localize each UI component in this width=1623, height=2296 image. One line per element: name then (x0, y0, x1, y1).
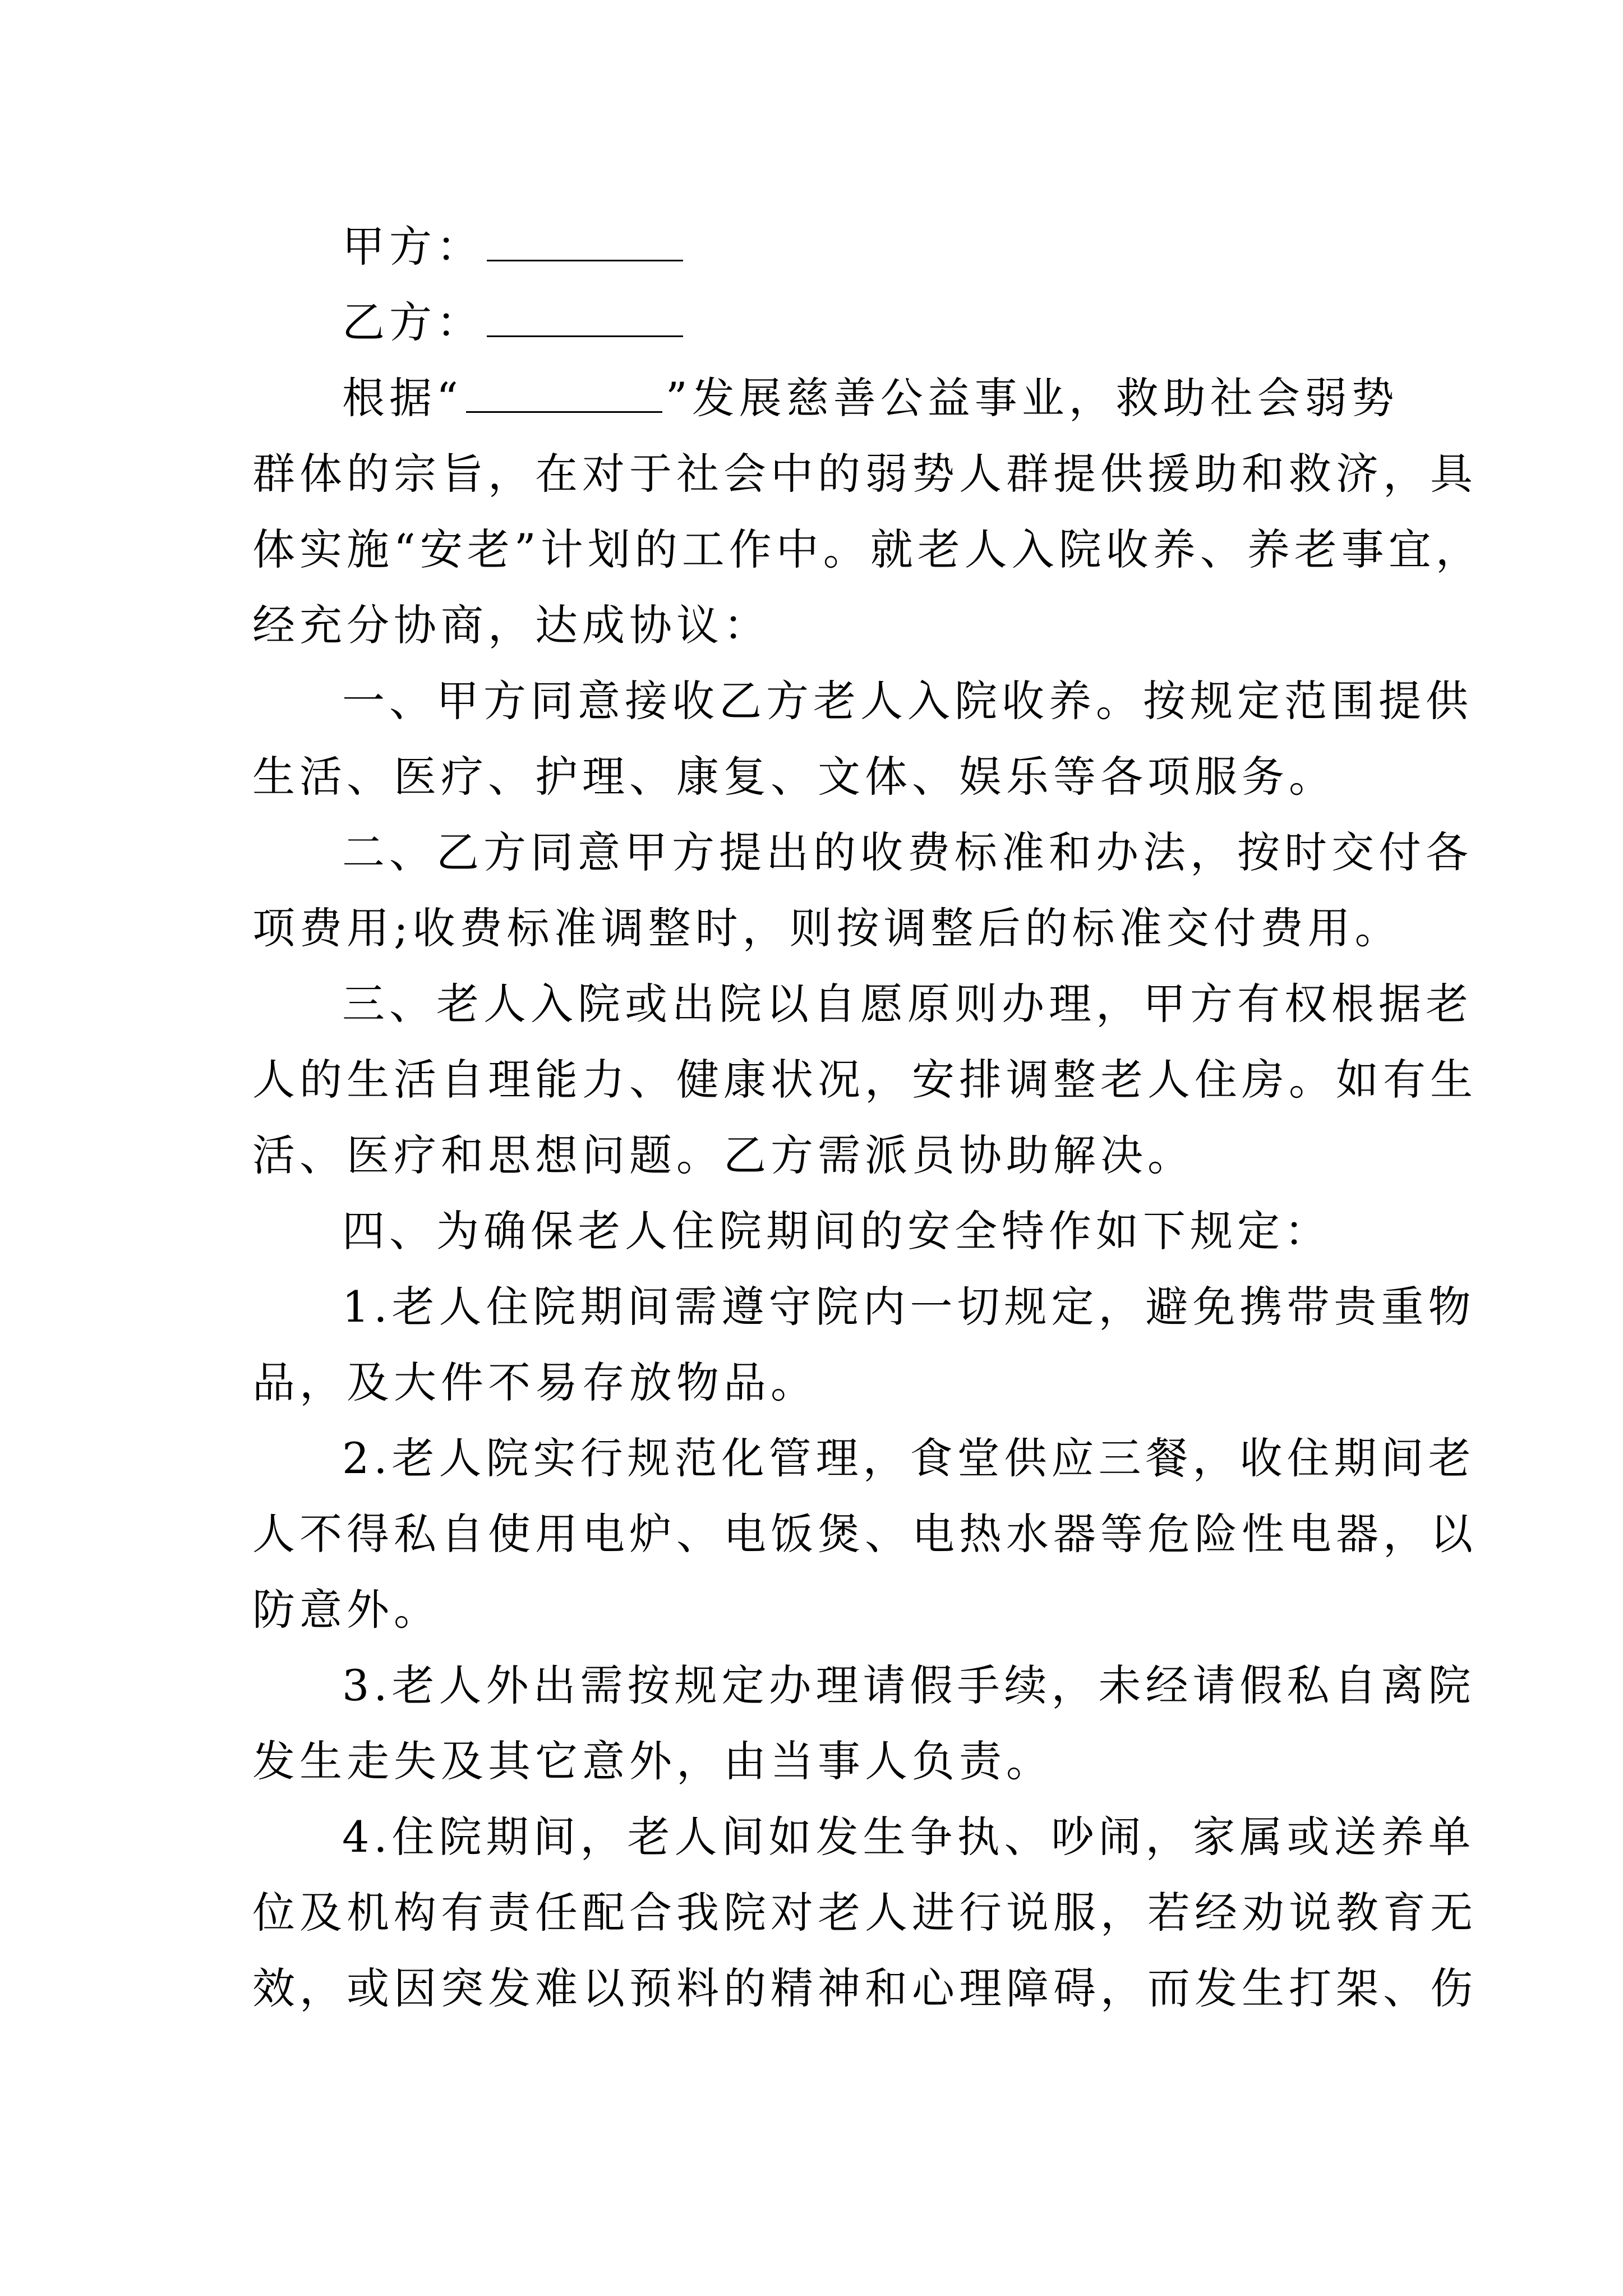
clause-2-line-1: 二、乙方同意甲方提出的收费标准和办法，按时交付各 (342, 827, 1473, 877)
clause-3-line-1: 三、老人入院或出院以自愿原则办理，甲方有权根据老 (342, 979, 1473, 1029)
preamble-line-2: 群体的宗旨，在对于社会中的弱势人群提供援助和救济，具 (252, 449, 1477, 499)
rule-1-line-2: 品，及大件不易存放物品。 (252, 1358, 818, 1407)
clause-3-line-2: 人的生活自理能力、健康状况，安排调整老人住房。如有生 (252, 1055, 1477, 1105)
preamble-text-end: ”发展慈善公益事业，救助社会弱势 (665, 373, 1399, 423)
rule-2-line-1: 2.老人院实行规范化管理，食堂供应三餐，收住期间老 (342, 1433, 1476, 1483)
clause-1-line-1: 一、甲方同意接收乙方老人入院收养。按规定范围提供 (342, 676, 1473, 726)
party-a-line (342, 219, 686, 275)
clause-2-line-2: 项费用;收费标准调整时，则按调整后的标准交付费用。 (252, 903, 1402, 953)
rule-2-line-2: 人不得私自使用电炉、电饭煲、电热水器等危险性电器，以 (252, 1509, 1477, 1559)
party-b-label: 乙方： (342, 297, 483, 347)
party-b-blank (487, 296, 683, 337)
party-b-line (342, 295, 686, 351)
clause-3-line-3: 活、医疗和思想问题。乙方需派员协助解决。 (252, 1130, 1195, 1180)
rule-4-line-1: 4.住院期间，老人间如发生争执、吵闹，家属或送养单 (342, 1812, 1476, 1862)
preamble-line-1 (342, 370, 1399, 426)
party-a-label: 甲方： (342, 222, 483, 272)
rule-4-line-2: 位及机构有责任配合我院对老人进行说服，若经劝说教育无 (252, 1888, 1477, 1938)
preamble-line-4: 经充分协商，达成协议： (252, 600, 771, 650)
rule-3-line-2: 发生走失及其它意外，由当事人负责。 (252, 1736, 1053, 1786)
rule-2-line-3: 防意外。 (252, 1585, 441, 1635)
party-a-blank (487, 220, 683, 261)
rule-3-line-1: 3.老人外出需按规定办理请假手续，未经请假私自离院 (342, 1660, 1476, 1710)
clause-4-line-1: 四、为确保老人住院期间的安全特作如下规定： (342, 1206, 1331, 1256)
rule-4-line-3: 效，或因突发难以预料的精神和心理障碍，而发生打架、伤 (252, 1963, 1477, 2013)
clause-1-line-2: 生活、医疗、护理、康复、文体、娱乐等各项服务。 (252, 752, 1336, 802)
rule-1-line-1: 1.老人住院期间需遵守院内一切规定，避免携带贵重物 (342, 1282, 1476, 1332)
preamble-line-3: 体实施“安老”计划的工作中。就老人入院收养、养老事宜， (252, 524, 1483, 574)
preamble-text-start: 根据“ (342, 373, 463, 423)
organization-blank (466, 372, 662, 413)
